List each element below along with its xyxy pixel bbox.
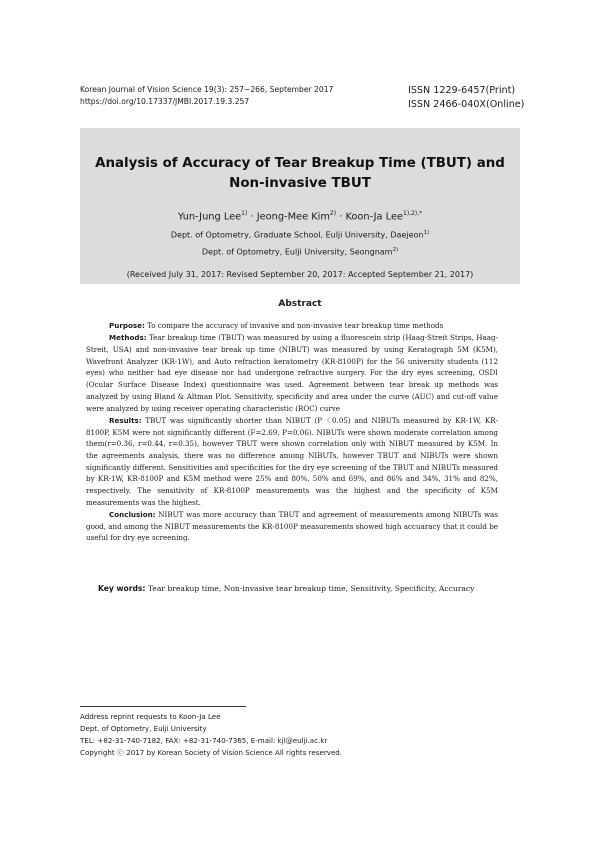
journal-header: [80, 84, 333, 108]
keywords-label: Key words:: [98, 584, 146, 593]
title-box: [80, 128, 520, 284]
author-list: Yun-Jung Lee$^{1)}$ · Jeong-Mee Kim$^{2)}$ · Koon-Ja Lee$^{1),2),*}$: [177, 210, 423, 223]
abstract-results: Results: TBUT was significantly shorter than NIBUT (P〈0.05) and NIBUTs measured by KR-1W, KR-8100P, K5M were not significantly different (F=2.69, P=0.06). NIBUTs were shown moderate correlation among them(r=0.36, r=0.44, r=0.35), however TBUT were shown correlation only with NIBUT measured by K5M. In the agreements analysis, there was no difference among NIBUTs, however TBUT and NIBUTs were shown significantly different. Sensitivities and specificities for the dry eye screening of the TBUT and NIBUTs measured by KR-1W, KR-8100P and K5M method were 25% and 80%, 50% and 69%, and 86% and 34%, 31% and 82%, respectively. The sensitivity of KR-8100P measurements was the highest and the specificity of K5M measurements was the highest.: [86, 415, 498, 507]
abstract-body: [86, 320, 498, 545]
affiliation-1: Dept. of Optometry, Graduate School, Eulji University, Daejeon$^{1)}$: [170, 230, 430, 240]
issn-online: ISSN 2466-040X(Online): [408, 99, 525, 110]
keywords: [98, 584, 474, 593]
affiliations: [80, 226, 520, 259]
abstract-purpose: Purpose: To compare the accuracy of invasive and non-invasive tear breakup time methods: [109, 321, 444, 330]
copyright: Copyright ⓒ 2017 by Korean Society of Vision Science All rights reserved.: [80, 748, 343, 757]
author-separator: ·: [250, 211, 254, 223]
footnote-divider: [80, 706, 246, 707]
journal-citation: Korean Journal of Vision Science 19(3): 257~266, September 2017: [80, 85, 334, 94]
correspondence-footnote: Address reprint requests to Koon-Ja Lee Dept. of Optometry, Eulji University TEL: +82-31-740-7182, FAX: +82-31-740-7365, E-mail: kjl@eulji.ac.kr Copyright ⓒ 2017 by Korean Society of Vision Science All rights reserved.: [80, 712, 343, 757]
issn-print: ISSN 1229-6457(Print): [408, 85, 516, 96]
keywords-text: Tear breakup time, Non-invasive tear breakup time, Sensitivity, Specificity, Accuracy: [147, 584, 475, 593]
author-name: Yun-Jung Lee: [177, 211, 242, 223]
contact-info: TEL: +82-31-740-7182, FAX: +82-31-740-7365, E-mail: kjl@eulji.ac.kr: [80, 736, 328, 745]
doi-link[interactable]: https://doi.org/10.17337/JMBI.2017.19.3.257: [80, 97, 250, 106]
manuscript-dates: (Received July 31, 2017: Revised September 20, 2017: Accepted September 21, 2017): [126, 269, 474, 279]
author-separator: ·: [339, 211, 343, 223]
issn-block: [408, 84, 524, 112]
abstract-conclusion: Conclusion: NIBUT was more accuracy than TBUT and agreement of measurements among NIBUTs was good, and among the NIBUT measurements the KR-8100P measurements showed high accuaracy that it could be useful for dry eye screening.: [86, 510, 498, 543]
abstract-methods: Methods: Tear breakup time (TBUT) was measured by using a fluorescein strip (Haag-Streit Strips, Haag-Streit, USA) and non-invasive tear break up time (NIBUT) was measured by using Keratograph 5M (K5M), Wavefront Analyzer (KR-1W), and Auto refraction keratometry (KR-8100P) for the 56 university students (112 eyes) who neither had eye disease nor had undergone refractive surgery. For the dry eyes screening, OSDI (Ocular Surface Disease Index) questionnaire was used. Agreement between tear break up methods was analyzed by using Bland & Altman Plot. Sensitivity, specificity and area under the curve (AUC) and cut-off value were analyzed by using receiver operating characteristic (ROC) curve: [86, 333, 498, 413]
author-name: Koon-Ja Lee: [345, 211, 404, 223]
paper-title: Analysis of Accuracy of Tear Breakup Time (TBUT) and Non-invasive TBUT: [95, 156, 505, 191]
abstract-heading: Abstract: [278, 299, 322, 309]
author-name: Jeong-Mee Kim: [256, 211, 330, 223]
affiliation-2: Dept. of Optometry, Eulji University, Seongnam$^{2)}$: [201, 246, 399, 257]
